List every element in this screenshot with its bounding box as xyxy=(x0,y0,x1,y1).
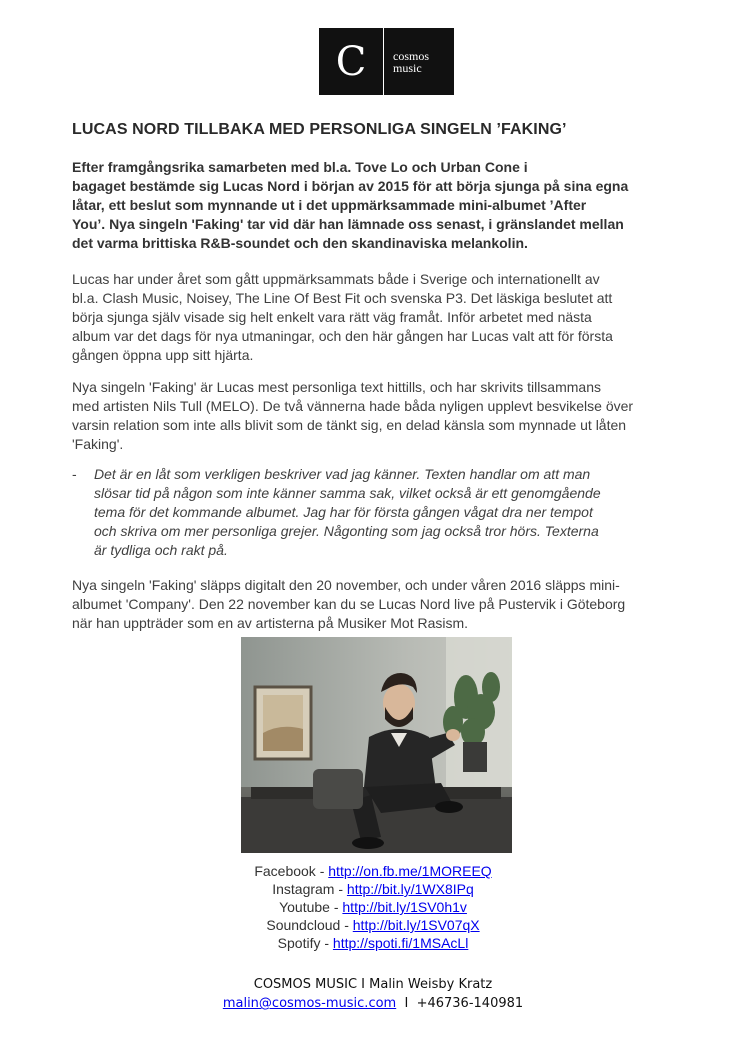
body-line: albumet 'Company'. Den 22 november kan du se Lucas Nord live på Pustervik i Göteborg xyxy=(72,596,626,612)
logo-letter: C xyxy=(335,38,367,85)
artist-quote xyxy=(72,465,654,560)
artist-photo-illustration xyxy=(241,637,512,853)
page-title: LUCAS NORD TILLBAKA MED PERSONLIGA SINGELN ’FAKING’ xyxy=(72,121,567,138)
link-label: Facebook - xyxy=(254,863,329,879)
link-label: Instagram - xyxy=(272,881,347,897)
lead-line: bagaget bestämde sig Lucas Nord i början av 2015 för att börja sjunga på sina egna xyxy=(72,178,629,194)
lead-line: Efter framgångsrika samarbeten med bl.a. Tove Lo och Urban Cone i xyxy=(72,159,528,175)
quote-line: tema för det kommande albumet. Jag har för första gången vågat dra ner tempot xyxy=(94,504,593,520)
contact-details xyxy=(0,994,746,1013)
soundcloud-link-row xyxy=(0,916,746,934)
instagram-link[interactable]: http://bit.ly/1WX8IPq xyxy=(346,881,474,897)
body-line: 'Faking'. xyxy=(72,436,124,452)
body-line: bl.a. Clash Music, Noisey, The Line Of Best Fit och svenska P3. Det läskiga beslutet att xyxy=(72,290,613,306)
body-line: Nya singeln 'Faking' är Lucas mest personliga text hittills, och har skrivits tillsammans xyxy=(72,379,601,395)
lead-line: låtar, ett beslut som mynnande ut i det uppmärksammade mini-albumet ’After xyxy=(72,197,587,213)
body-line: börja sjunga själv visade sig helt enkelt vara rätt väg framåt. Inför arbetet med nästa xyxy=(72,309,592,325)
contact-email-link[interactable]: malin@cosmos-music.com xyxy=(222,996,397,1011)
artist-photo xyxy=(241,637,512,853)
instagram-link-row xyxy=(0,880,746,898)
youtube-link[interactable]: http://bit.ly/1SV0h1v xyxy=(342,899,467,915)
body-paragraph-2 xyxy=(72,378,682,454)
body-line: varsin relation som inte alls blivit som de tänkt sig, en delad känsla som mynnade ut låten xyxy=(72,417,627,433)
lead-line: det varma brittiska R&B-soundet och den skandinaviska melankolin. xyxy=(72,235,528,251)
link-label: Soundcloud - xyxy=(266,917,353,933)
link-label: Spotify - xyxy=(277,935,333,951)
logo-line-2: music xyxy=(393,60,422,75)
lead-line: You’. Nya singeln 'Faking' tar vid där han lämnade oss senast, i gränslandet mellan xyxy=(72,216,624,232)
quote-line: Det är en låt som verkligen beskriver vad jag känner. Texten handlar om att man xyxy=(94,466,591,482)
spotify-link[interactable]: http://spoti.fi/1MSAcLl xyxy=(332,935,469,951)
body-line: Lucas har under året som gått uppmärksammats både i Sverige och internationellt av xyxy=(72,271,600,287)
body-line: album var det dags för nya utmaningar, och den här gången har Lucas valt att för första xyxy=(72,328,613,344)
quote-bullet: - xyxy=(72,466,77,482)
cosmos-music-logo xyxy=(319,28,454,95)
body-line: Nya singeln 'Faking' släpps digitalt den 20 november, och under våren 2016 släpps mini- xyxy=(72,577,620,593)
link-label: Youtube - xyxy=(279,899,343,915)
contact-name: COSMOS MUSIC I Malin Weisby Kratz xyxy=(253,977,493,992)
spotify-link-row xyxy=(0,934,746,952)
logo-wordmark xyxy=(384,28,454,95)
youtube-link-row xyxy=(0,898,746,916)
body-line: när han uppträder som en av artisterna på Musiker Mot Rasism. xyxy=(72,615,469,631)
soundcloud-link[interactable]: http://bit.ly/1SV07qX xyxy=(352,917,480,933)
quote-line: är tydliga och rakt på. xyxy=(94,542,228,558)
facebook-link[interactable]: http://on.fb.me/1MOREEQ xyxy=(328,863,492,879)
body-line: med artisten Nils Tull (MELO). De två vännerna hade båda nyligen upplevt besvikelse över xyxy=(72,398,634,414)
quote-line: slösar tid på någon som inte känner samma sak, vilket också är ett genomgående xyxy=(94,485,601,501)
social-links xyxy=(0,862,746,952)
contact-phone: I +46736-140981 xyxy=(396,996,524,1011)
body-paragraph-1 xyxy=(72,270,682,365)
contact-footer xyxy=(0,975,746,1013)
body-paragraph-4 xyxy=(72,576,682,633)
lead-paragraph xyxy=(72,158,692,253)
logo-line-1: cosmos xyxy=(393,48,429,63)
quote-line: och skriva om mer personliga grejer. Någonting som jag också tror hörs. Texterna xyxy=(94,523,599,539)
body-line: gången öppna upp sitt hjärta. xyxy=(72,347,254,363)
facebook-link-row xyxy=(0,862,746,880)
